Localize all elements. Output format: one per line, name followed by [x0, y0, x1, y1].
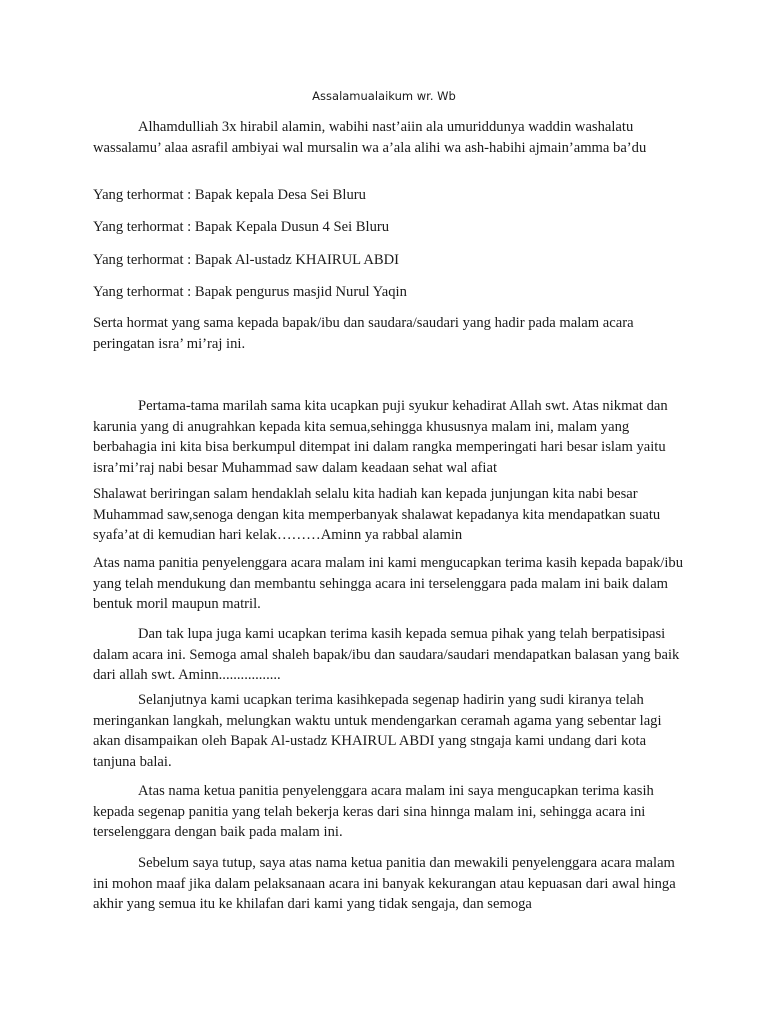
document-title: Assalamualaikum wr. Wb: [312, 89, 456, 103]
gratitude-paragraph: Pertama-tama marilah sama kita ucapkan puji syukur kehadirat Allah swt. Atas nikmat dan karunia yang di anugrahkan kepada kita semua,sehingga khususnya malam ini, malam yang berbahagia ini kita bisa berkumpul ditempat ini dalam rangka memperingati hari besar islam yaitu isra’mi’raj nabi besar Muhammad saw dalam keadaan sehat wal afiat: [93, 398, 668, 476]
greeting-line-1: Yang terhormat : Bapak kepala Desa Sei Bluru: [93, 187, 366, 203]
opening-paragraph: Alhamdulliah 3x hirabil alamin, wabihi nast’aiin ala umuriddunya waddin washalatu wassalamu’ alaa asrafil ambiyai wal mursalin wa a’ala alihi wa ash-habihi ajmain’amma ba’du: [93, 119, 647, 156]
chairman-thanks-paragraph: Atas nama ketua panitia penyelenggara acara malam ini saya mengucapkan terima kasih kepada segenap panitia yang telah bekerja keras dari sina hinnga malam ini, sehingga acara ini terselenggara dengan baik pada malam ini.: [93, 783, 654, 840]
greeting-line-4: Yang terhormat : Bapak pengurus masjid Nurul Yaqin: [93, 284, 407, 300]
shalawat-paragraph: Shalawat beriringan salam hendaklah selalu kita hadiah kan kepada junjungan kita nabi besar Muhammad saw,senoga dengan kita memperbanyak shalawat kepadanya kita mendapatkan suatu syafa’at di kemudian hari kelak………Aminn ya rabbal alamin: [93, 486, 661, 543]
thanks-participants-paragraph: Dan tak lupa juga kami ucapkan terima kasih kepada semua pihak yang telah berpatisipasi dalam acara ini. Semoga amal shaleh bapak/ibu dan saudara/saudari mendapatkan balasan yang baik dari allah swt. Aminn.................: [93, 626, 680, 683]
greeting-line-2: Yang terhormat : Bapak Kepala Dusun 4 Sei Bluru: [93, 219, 390, 235]
thanks-committee-paragraph: Atas nama panitia penyelenggara acara malam ini kami mengucapkan terima kasih kepada bapak/ibu yang telah mendukung dan membantu sehingga acara ini terselenggara pada malam ini baik dalam bentuk moril maupun matril.: [93, 555, 683, 612]
greeting-line-3: Yang terhormat : Bapak Al-ustadz KHAIRUL ABDI: [93, 252, 400, 268]
respect-paragraph: Serta hormat yang sama kepada bapak/ibu dan saudara/saudari yang hadir pada malam acara peringatan isra’ mi’raj ini.: [93, 315, 634, 352]
thanks-audience-paragraph: Selanjutnya kami ucapkan terima kasihkepada segenap hadirin yang sudi kiranya telah meringankan langkah, melungkan waktu untuk mendengarkan ceramah agama yang sebentar lagi akan disampaikan oleh Bapak Al-ustadz KHAIRUL ABDI yang stngaja kami undang dari kota tanjuna balai.: [93, 692, 662, 770]
closing-apology-paragraph: Sebelum saya tutup, saya atas nama ketua panitia dan mewakili penyelenggara acara malam ini mohon maaf jika dalam pelaksanaan acara ini banyak kekurangan atau kepuasan dari awal hinga akhir yang semua itu ke khilafan dari kami yang tidak sengaja, dan semoga: [93, 855, 676, 912]
